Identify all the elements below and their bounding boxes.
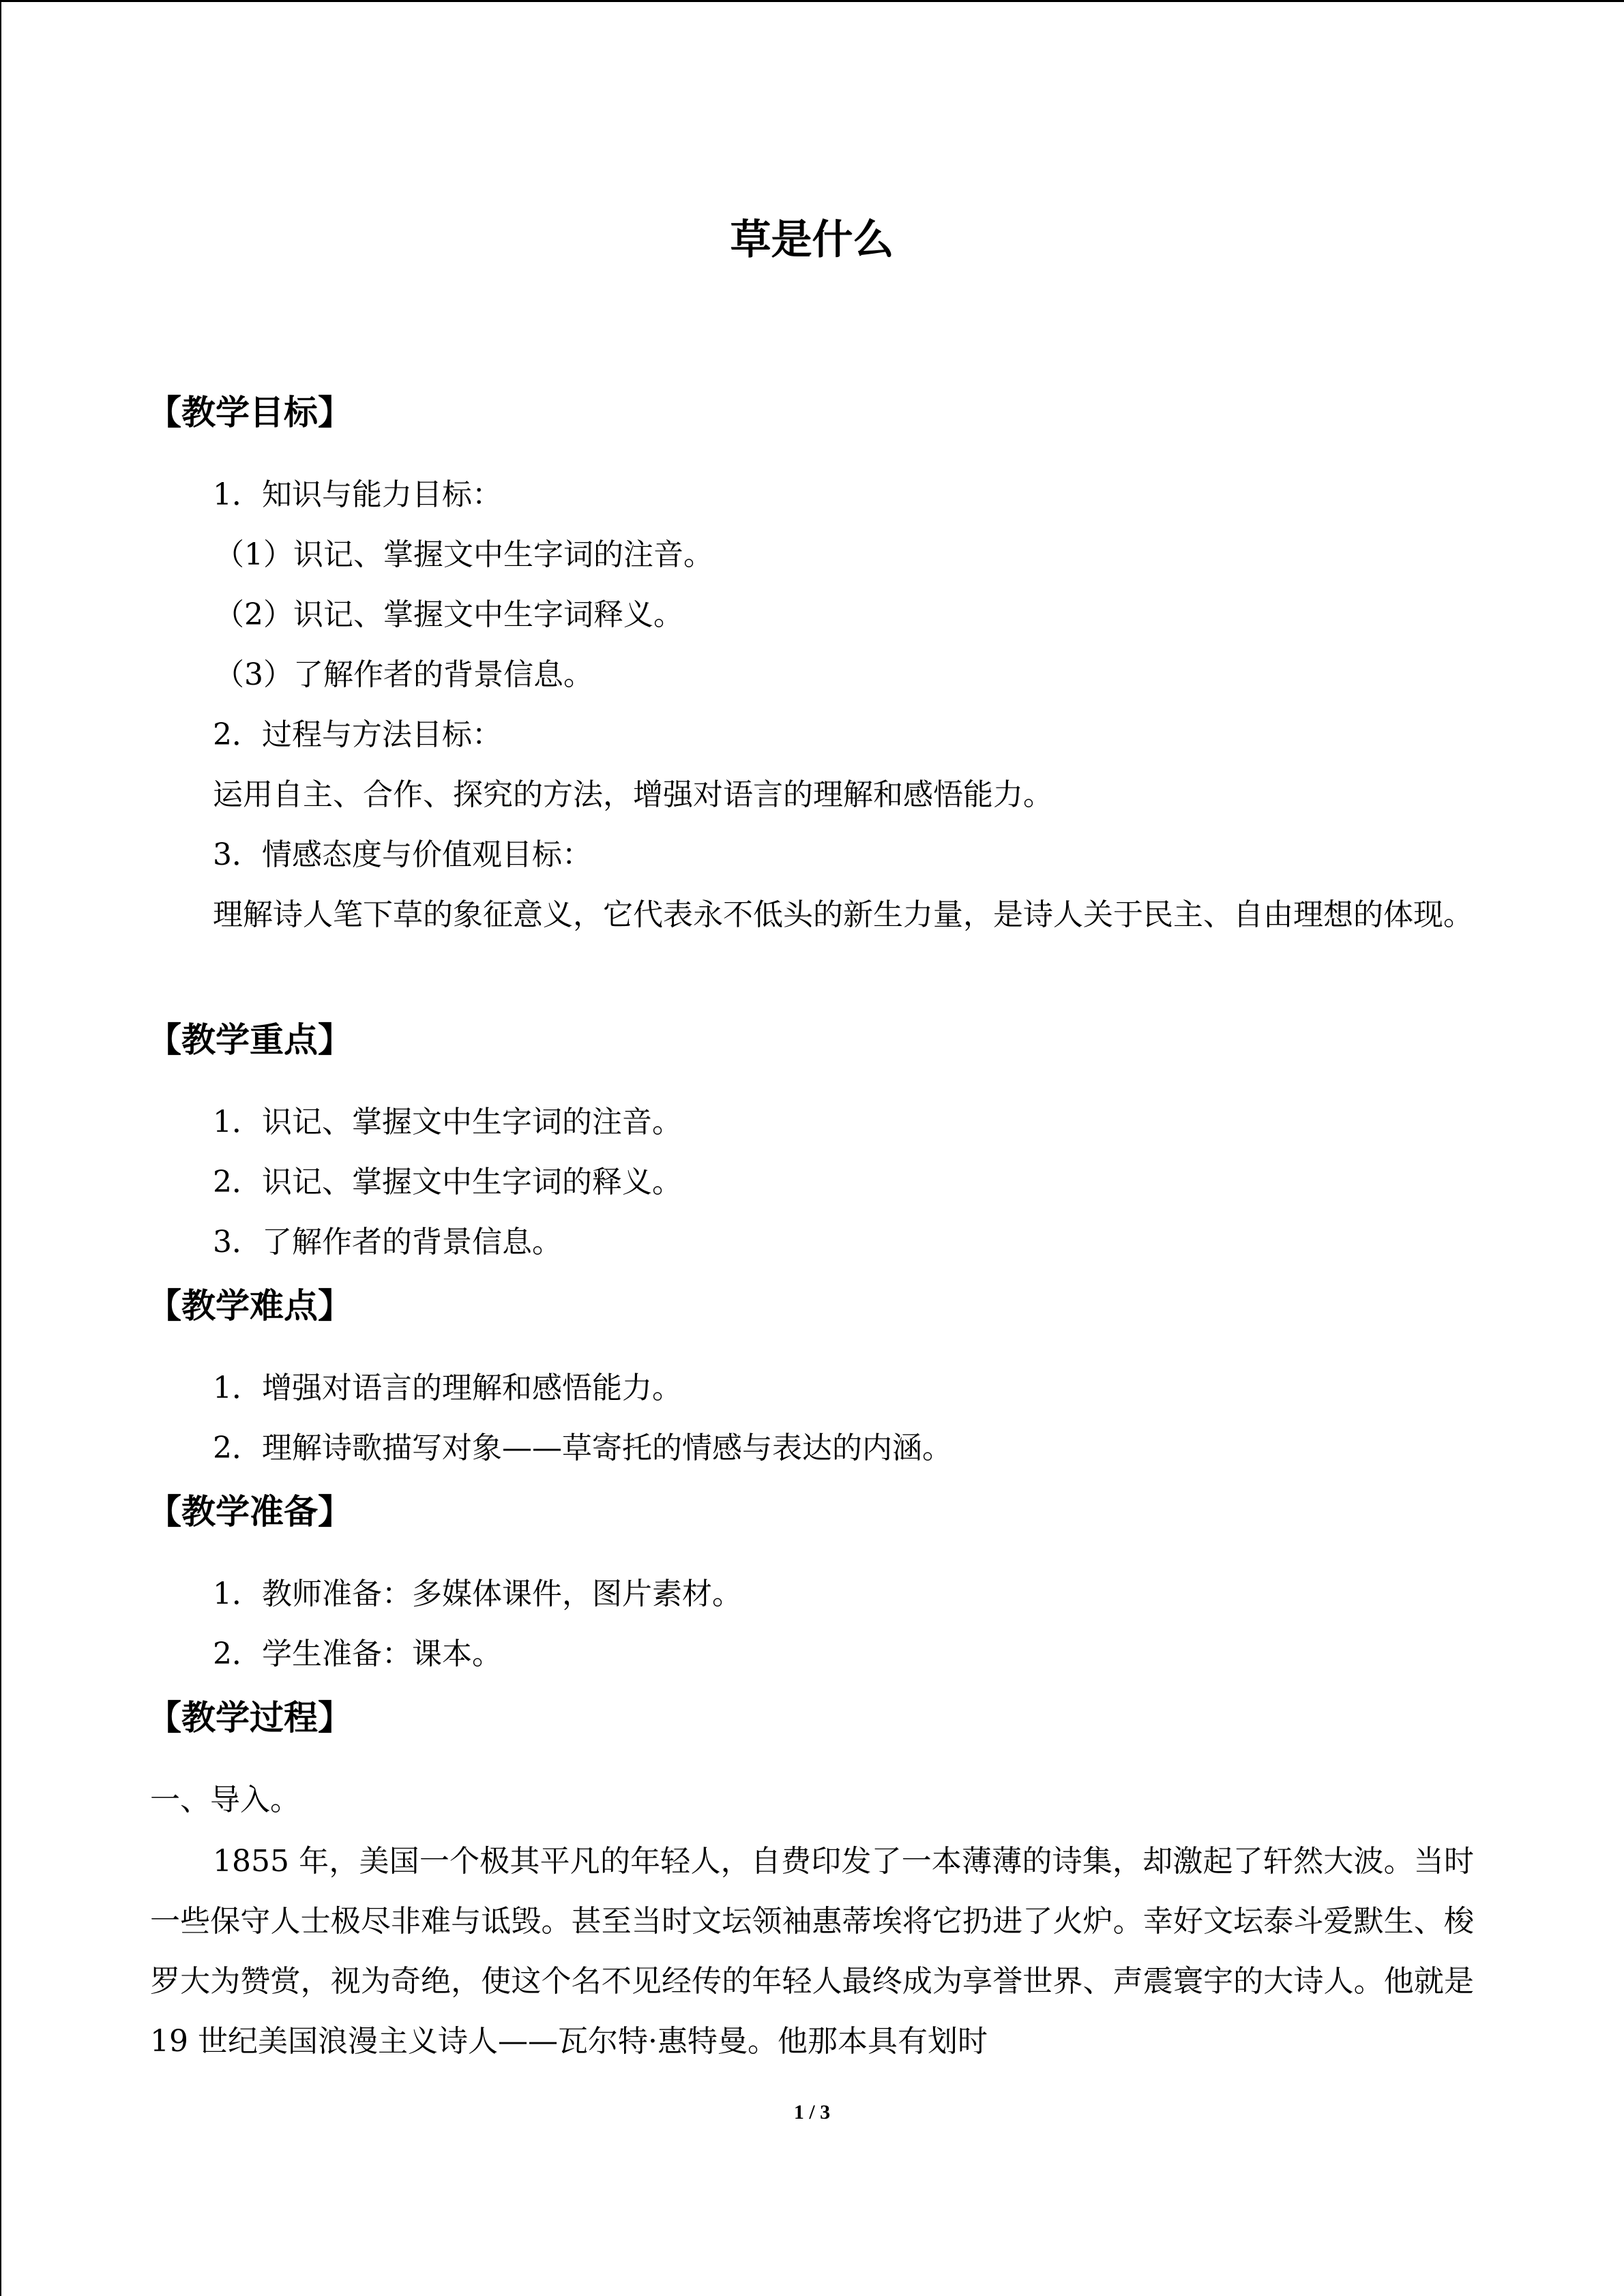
section-heading-objectives: 【教学目标】 (147, 393, 352, 432)
objective-line: （1）识记、掌握文中生字词的注音。 (214, 537, 713, 572)
section-heading-key-points: 【教学重点】 (147, 1020, 352, 1060)
process-step: 一、导入。 (150, 1783, 300, 1817)
section-heading-preparation: 【教学准备】 (147, 1492, 352, 1532)
objective-paragraph: 理解诗人笔下草的象征意义，它代表永不低头的新生力量，是诗人关于民主、自由理想的体现。 (213, 897, 1473, 932)
difficulty-line: 2．理解诗歌描写对象——草寄托的情感与表达的内涵。 (213, 1431, 952, 1465)
preparation-line: 1．教师准备：多媒体课件，图片素材。 (213, 1577, 742, 1611)
difficulty-line: 1．增强对语言的理解和感悟能力。 (213, 1371, 682, 1405)
section-heading-process: 【教学过程】 (147, 1698, 352, 1738)
objective-line: 1．知识与能力目标： (213, 477, 502, 512)
objective-line: （2）识记、掌握文中生字词释义。 (214, 597, 683, 632)
section-heading-difficulties: 【教学难点】 (147, 1286, 352, 1326)
key-point-line: 1．识记、掌握文中生字词的注音。 (213, 1105, 682, 1139)
key-point-line: 2．识记、掌握文中生字词的释义。 (213, 1165, 682, 1199)
objective-line: 2．过程与方法目标： (213, 717, 502, 752)
document-title: 草是什么 (730, 216, 894, 264)
page-number: 1 / 3 (793, 2101, 831, 2123)
process-paragraph: 1855 年，美国一个极其平凡的年轻人，自费印发了一本薄薄的诗集，却激起了轩然大波。当时一些保守人士极尽非难与诋毁。甚至当时文坛领袖惠蒂埃将它扔进了火炉。幸好文坛泰斗爱默生、梭罗大为赞赏，视为奇绝，使这个名不见经传的年轻人最终成为享誉世界、声震寰宇的大诗人。他就是 19 世纪美国浪漫主义诗人——瓦尔特·惠特曼。他那本具有划时 (150, 1844, 1474, 2059)
preparation-line: 2．学生准备：课本。 (213, 1637, 502, 1671)
objective-line: 3．情感态度与价值观目标： (213, 837, 592, 872)
key-point-line: 3．了解作者的背景信息。 (213, 1225, 562, 1259)
objective-line: 运用自主、合作、探究的方法，增强对语言的理解和感悟能力。 (213, 777, 1053, 812)
objective-line: （3）了解作者的背景信息。 (214, 657, 593, 692)
